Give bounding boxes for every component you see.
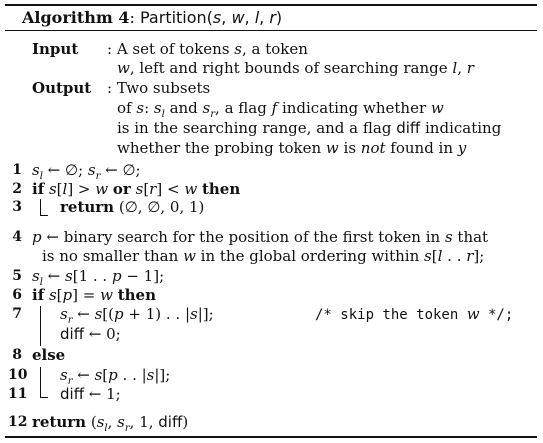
line-number: 3 <box>12 199 22 215</box>
output-line-2: of s: $s_l$ and $s_r$, a flag f indicating whether w <box>117 99 444 120</box>
block-bar <box>40 199 41 216</box>
line-number: 11 <box>8 386 28 402</box>
line-7b: diff ← 0; <box>60 325 121 343</box>
algorithm-title: Partition(s, w, l, r) <box>140 8 283 27</box>
line-4b: is no smaller than w in the global ordering within s[l . . r]; <box>42 247 485 265</box>
input-label: Input <box>32 40 79 58</box>
line-number: 10 <box>8 367 28 383</box>
output-line-4: whether the probing token w is not found in y <box>117 139 467 157</box>
block-bar <box>40 306 41 346</box>
line-number: 8 <box>12 347 22 363</box>
line-number: 12 <box>8 414 28 430</box>
block-bar <box>40 367 41 398</box>
line-7: $s_r$ ← s[(p + 1) . . |s|]; <box>60 305 214 326</box>
line-number: 2 <box>12 181 22 197</box>
block-bar <box>40 215 48 216</box>
line-12: return ($s_l$, $s_r$, 1, diff) <box>32 413 189 434</box>
input-line-1: : A set of tokens s, a token <box>107 40 308 58</box>
line-10: $s_r$ ← s[p . . |s|]; <box>60 366 171 387</box>
top-rule <box>5 4 537 6</box>
line-number: 1 <box>12 162 22 178</box>
input-line-2: w, left and right bounds of searching range l, r <box>117 59 474 77</box>
output-line-3: is in the searching range, and a flag diff indicating <box>117 119 502 137</box>
header-rule <box>5 30 537 31</box>
line-else: else <box>32 346 66 364</box>
output-label: Output <box>32 79 92 97</box>
algorithm-label: Algorithm 4 <box>22 8 130 27</box>
line-number: 7 <box>12 306 22 322</box>
line-4a: p ← binary search for the position of the first token in s that <box>32 228 489 246</box>
line-number: 4 <box>12 229 22 245</box>
line-3: return (∅, ∅, 0, 1) <box>60 198 205 216</box>
line-1: $s_l$ ← ∅; $s_r$ ← ∅; <box>32 161 141 182</box>
line-number: 5 <box>12 268 22 284</box>
output-line-1: : Two subsets <box>107 79 211 97</box>
algorithm-header: Algorithm 4: Partition(s, w, l, r) <box>22 8 283 27</box>
line-number: 6 <box>12 287 22 303</box>
line-5: $s_l$ ← s[1 . . p − 1]; <box>32 267 165 288</box>
line-6: if s[p] = w then <box>32 286 156 304</box>
line-2: if s[l] > w or s[r] < w then <box>32 180 241 198</box>
block-bar <box>40 397 48 398</box>
line-11: diff ← 1; <box>60 385 121 403</box>
comment: /* skip the token w */; <box>315 305 514 323</box>
